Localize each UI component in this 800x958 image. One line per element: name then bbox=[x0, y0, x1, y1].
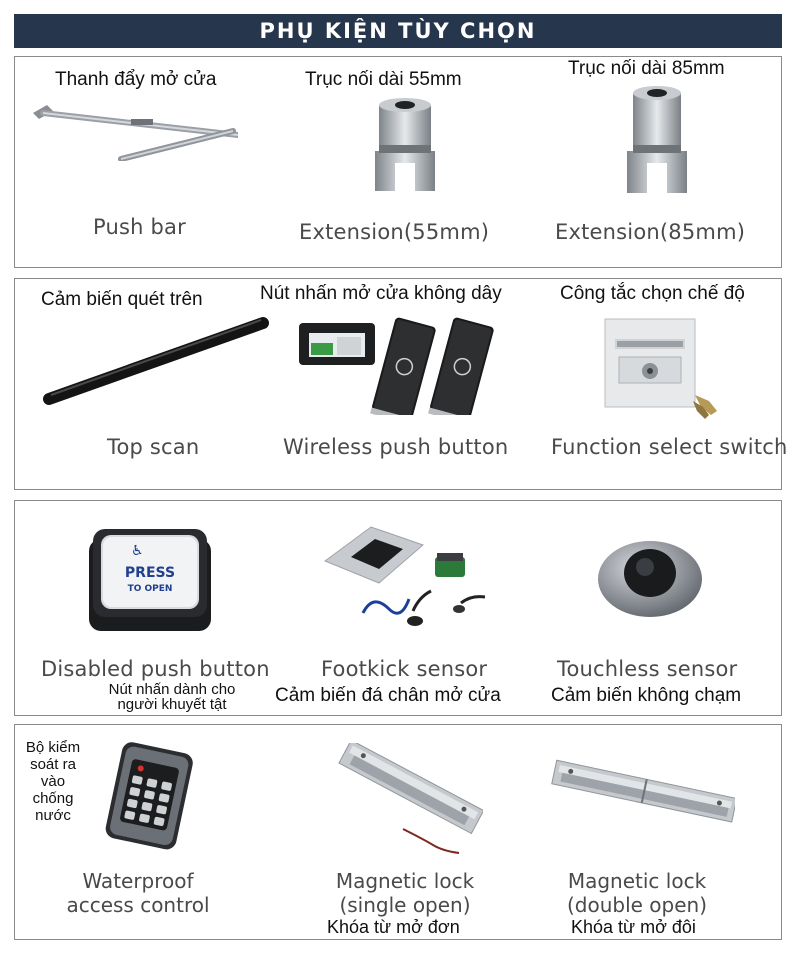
item-vn-label: Khóa từ mở đôi bbox=[571, 917, 696, 937]
magnetic-lock-single-icon bbox=[333, 743, 483, 861]
item-en-label: Disabled push button bbox=[41, 657, 270, 681]
extension-85mm-icon bbox=[625, 85, 689, 197]
extension-55mm-icon bbox=[373, 97, 437, 197]
item-vn-label: Bộ kiểm soát ra vào chống nước bbox=[25, 739, 81, 824]
svg-text:♿: ♿ bbox=[131, 543, 144, 559]
item-vn-label: Nút nhấn mở cửa không dây bbox=[260, 283, 502, 304]
panel-2 bbox=[14, 278, 788, 490]
page-title: PHỤ KIỆN TÙY CHỌN bbox=[14, 14, 782, 48]
item-en-line-1: Waterproof bbox=[82, 869, 194, 893]
item-vn-label: Thanh đẩy mở cửa bbox=[55, 69, 217, 90]
item-en-label: Extension(55mm) bbox=[299, 220, 490, 244]
item-vn-label: Trục nối dài 85mm bbox=[568, 58, 725, 79]
footkick-sensor-icon bbox=[323, 523, 503, 635]
to-open-text: TO OPEN bbox=[127, 584, 173, 594]
press-text: PRESS bbox=[124, 565, 176, 581]
touchless-sensor-icon bbox=[595, 527, 705, 617]
top-scan-sensor-icon bbox=[41, 315, 271, 407]
magnetic-lock-double-icon bbox=[551, 749, 735, 845]
item-en-label: Top scan bbox=[107, 435, 200, 459]
item-en-line-1: Magnetic lock bbox=[567, 869, 707, 893]
item-en-label bbox=[315, 869, 495, 917]
item-vn-label: Nút nhấn dành cho người khuyết tật bbox=[108, 681, 236, 713]
panel-1 bbox=[14, 56, 782, 268]
item-en-label: Wireless push button bbox=[283, 435, 509, 459]
item-en-line-1: Magnetic lock bbox=[335, 869, 475, 893]
waterproof-access-control-icon bbox=[95, 741, 205, 853]
item-en-label bbox=[63, 869, 213, 917]
push-bar-icon bbox=[33, 101, 238, 161]
item-en-line-2: (single open) bbox=[339, 893, 471, 917]
item-en-label: Push bar bbox=[93, 215, 186, 239]
disabled-push-button-icon bbox=[85, 525, 215, 633]
item-vn-label: Cảm biến đá chân mở cửa bbox=[275, 685, 501, 706]
function-select-switch-icon bbox=[601, 317, 721, 421]
wireless-push-button-icon bbox=[297, 305, 527, 415]
item-en-label: Touchless sensor bbox=[557, 657, 738, 681]
item-en-label: Extension(85mm) bbox=[555, 220, 746, 244]
item-vn-label: Khóa từ mở đơn bbox=[327, 917, 460, 937]
item-vn-label: Cảm biến không chạm bbox=[551, 685, 742, 706]
item-vn-label: Công tắc chọn chế độ bbox=[560, 283, 745, 304]
item-en-line-2: (double open) bbox=[566, 893, 708, 917]
item-en-label: Footkick sensor bbox=[321, 657, 488, 681]
item-vn-label: Trục nối dài 55mm bbox=[305, 69, 462, 90]
panel-4 bbox=[14, 724, 782, 940]
panel-3 bbox=[14, 500, 782, 716]
item-en-label: Function select switch bbox=[551, 435, 788, 459]
item-vn-label: Cảm biến quét trên bbox=[41, 289, 203, 310]
item-en-label bbox=[547, 869, 727, 917]
item-en-line-2: access control bbox=[66, 893, 210, 917]
